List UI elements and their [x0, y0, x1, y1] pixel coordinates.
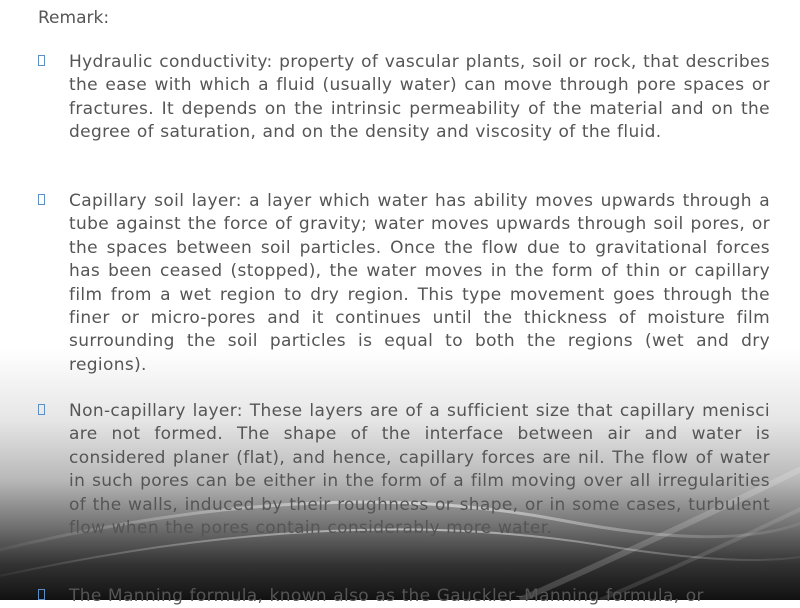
bullet-text: Non-capillary layer: These layers are of a sufficient size that capillary menisci are not formed. The shape of the interface between air and water is considered planer (flat), and hence, capillary forces are nil. The flow of water in such pores can be either in the form of a film moving over all irregularities of the walls, induced by their roughness or shape, or in some cases, turbulent flow when the pores contain considerably more water. [69, 401, 770, 539]
square-bullet-icon [38, 403, 46, 417]
bullet-hydraulic-conductivity [38, 51, 770, 145]
square-bullet-icon [38, 193, 46, 207]
bullet-text: Capillary soil layer: a layer which water has ability moves upwards through a tube against the force of gravity; water moves upwards through soil pores, or the spaces between soil particles. Once the flow due to gravitational forces has been ceased (stopped), the water moves in the form of thin or capillary film from a wet region to dry region. This type movement goes through the finer or micro-pores and it continues until the thickness of moisture film surrounding the soil particles is equal to both the regions (wet and dry regions). [69, 191, 770, 375]
bullet-text: Hydraulic conductivity: property of vascular plants, soil or rock, that describes the ease with which a fluid (usually water) can move through pore spaces or fractures. It depends on the intrinsic permeability of the material and on the degree of saturation, and on the density and viscosity of the fluid. [69, 52, 770, 143]
bullet-text: The Manning formula, known also as the Gauckler–Manning formula, or [69, 586, 704, 606]
bullet-manning-formula [38, 585, 770, 608]
remark-heading: Remark: [38, 8, 110, 28]
square-bullet-icon [38, 54, 46, 68]
bullet-non-capillary-layer [38, 400, 770, 540]
bullet-capillary-soil-layer [38, 190, 770, 377]
